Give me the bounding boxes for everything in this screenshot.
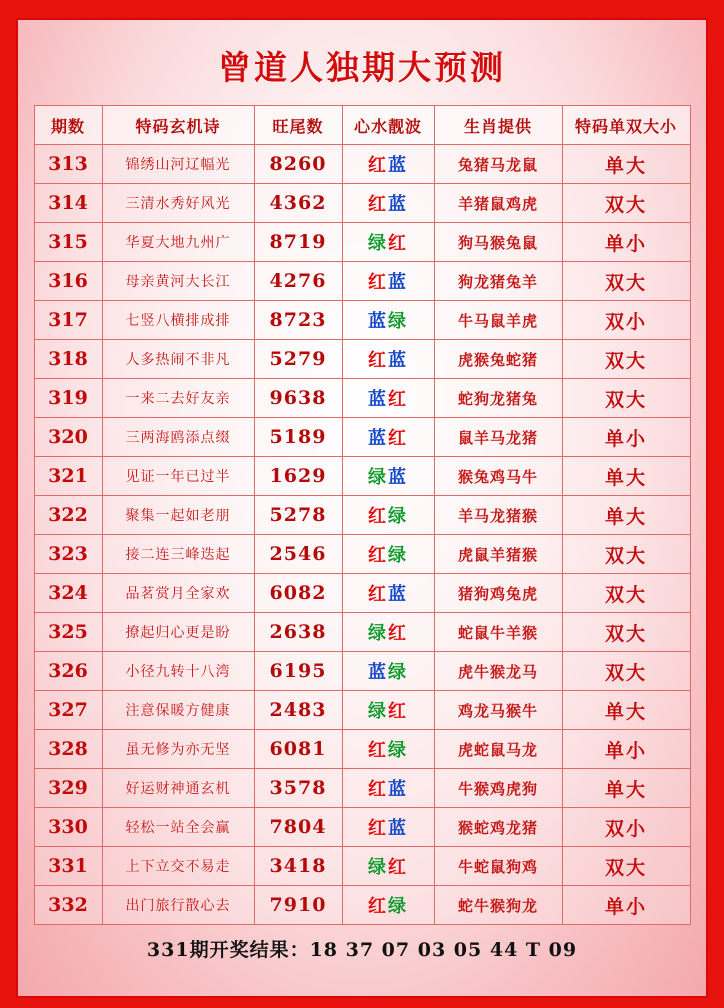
- table-row: [34, 808, 690, 847]
- cell-poem: 见证一年已过半: [102, 457, 254, 496]
- cell-size: 单小: [562, 418, 690, 457]
- wave-color-blue: 蓝: [388, 779, 408, 800]
- cell-period: 318: [34, 340, 102, 379]
- poster-inner: [16, 18, 708, 998]
- cell-size: 双大: [562, 613, 690, 652]
- cell-wave: [342, 847, 434, 886]
- cell-tail: 6082: [254, 574, 342, 613]
- cell-size: 双小: [562, 808, 690, 847]
- wave-color-green: 绿: [388, 896, 408, 917]
- cell-size: 双大: [562, 379, 690, 418]
- cell-period: 322: [34, 496, 102, 535]
- cell-zodiac: 虎蛇鼠马龙: [434, 730, 562, 769]
- wave-color-green: 绿: [368, 857, 388, 878]
- table-row: [34, 262, 690, 301]
- cell-wave: [342, 808, 434, 847]
- header-poem: 特码玄机诗: [102, 106, 254, 145]
- cell-tail: 9638: [254, 379, 342, 418]
- wave-color-red: 红: [388, 389, 408, 410]
- header-tail: 旺尾数: [254, 106, 342, 145]
- cell-size: 单大: [562, 145, 690, 184]
- wave-color-red: 红: [388, 428, 408, 449]
- cell-size: 单大: [562, 496, 690, 535]
- cell-zodiac: 牛猴鸡虎狗: [434, 769, 562, 808]
- cell-size: 双大: [562, 574, 690, 613]
- cell-wave: [342, 574, 434, 613]
- cell-poem: 虽无修为亦无坚: [102, 730, 254, 769]
- table-row: [34, 652, 690, 691]
- cell-poem: 出门旅行散心去: [102, 886, 254, 925]
- cell-tail: 5279: [254, 340, 342, 379]
- cell-period: 332: [34, 886, 102, 925]
- cell-wave: [342, 496, 434, 535]
- cell-tail: 2546: [254, 535, 342, 574]
- cell-zodiac: 牛马鼠羊虎: [434, 301, 562, 340]
- draw-result-footer: 331期开奖结果：18 37 07 03 05 44 T 09: [146, 939, 578, 961]
- wave-color-blue: 蓝: [388, 194, 408, 215]
- cell-size: 双小: [562, 301, 690, 340]
- cell-poem: 品茗赏月全家欢: [102, 574, 254, 613]
- cell-tail: 4276: [254, 262, 342, 301]
- cell-period: 326: [34, 652, 102, 691]
- table-body: [34, 145, 690, 925]
- wave-color-blue: 蓝: [388, 818, 408, 839]
- cell-size: 双大: [562, 652, 690, 691]
- cell-size: 单大: [562, 691, 690, 730]
- cell-wave: [342, 262, 434, 301]
- cell-period: 314: [34, 184, 102, 223]
- cell-period: 328: [34, 730, 102, 769]
- cell-tail: 6081: [254, 730, 342, 769]
- cell-wave: [342, 886, 434, 925]
- wave-color-green: 绿: [368, 701, 388, 722]
- wave-color-blue: 蓝: [368, 389, 388, 410]
- cell-tail: 2638: [254, 613, 342, 652]
- cell-wave: [342, 652, 434, 691]
- cell-poem: 华夏大地九州广: [102, 223, 254, 262]
- cell-tail: 7910: [254, 886, 342, 925]
- wave-color-red: 红: [388, 701, 408, 722]
- cell-zodiac: 蛇鼠牛羊猴: [434, 613, 562, 652]
- wave-color-red: 红: [368, 818, 388, 839]
- wave-color-red: 红: [368, 350, 388, 371]
- wave-color-red: 红: [388, 857, 408, 878]
- cell-poem: 一来二去好友亲: [102, 379, 254, 418]
- cell-tail: 4362: [254, 184, 342, 223]
- table-row: [34, 379, 690, 418]
- cell-period: 321: [34, 457, 102, 496]
- wave-color-green: 绿: [388, 506, 408, 527]
- wave-color-blue: 蓝: [388, 155, 408, 176]
- table-row: [34, 223, 690, 262]
- wave-color-green: 绿: [388, 311, 408, 332]
- cell-poem: 接二连三峰迭起: [102, 535, 254, 574]
- cell-poem: 人多热闹不非凡: [102, 340, 254, 379]
- table-row: [34, 145, 690, 184]
- cell-zodiac: 猴兔鸡马牛: [434, 457, 562, 496]
- cell-size: 单小: [562, 886, 690, 925]
- cell-size: 双大: [562, 847, 690, 886]
- wave-color-red: 红: [368, 896, 388, 917]
- cell-zodiac: 羊马龙猪猴: [434, 496, 562, 535]
- cell-period: 316: [34, 262, 102, 301]
- cell-tail: 8719: [254, 223, 342, 262]
- cell-size: 双大: [562, 262, 690, 301]
- cell-poem: 上下立交不易走: [102, 847, 254, 886]
- cell-zodiac: 蛇狗龙猪兔: [434, 379, 562, 418]
- cell-poem: 聚集一起如老朋: [102, 496, 254, 535]
- cell-poem: 好运财神通玄机: [102, 769, 254, 808]
- wave-color-blue: 蓝: [368, 311, 388, 332]
- cell-period: 323: [34, 535, 102, 574]
- cell-zodiac: 猴蛇鸡龙猪: [434, 808, 562, 847]
- cell-poem: 七竖八横排成排: [102, 301, 254, 340]
- table-row: [34, 418, 690, 457]
- cell-wave: [342, 730, 434, 769]
- cell-poem: 小径九转十八湾: [102, 652, 254, 691]
- cell-tail: 8723: [254, 301, 342, 340]
- cell-zodiac: 兔猪马龙鼠: [434, 145, 562, 184]
- page-title: 曾道人独期大预测: [218, 48, 506, 87]
- cell-zodiac: 牛蛇鼠狗鸡: [434, 847, 562, 886]
- wave-color-green: 绿: [368, 233, 388, 254]
- cell-size: 双大: [562, 535, 690, 574]
- wave-color-green: 绿: [368, 623, 388, 644]
- cell-size: 单小: [562, 730, 690, 769]
- cell-period: 320: [34, 418, 102, 457]
- cell-poem: 撩起归心更是盼: [102, 613, 254, 652]
- cell-zodiac: 狗龙猪兔羊: [434, 262, 562, 301]
- cell-period: 319: [34, 379, 102, 418]
- cell-wave: [342, 379, 434, 418]
- cell-size: 单小: [562, 223, 690, 262]
- wave-color-red: 红: [388, 233, 408, 254]
- cell-wave: [342, 535, 434, 574]
- table-row: [34, 613, 690, 652]
- cell-tail: 5189: [254, 418, 342, 457]
- table-row: [34, 691, 690, 730]
- table-row: [34, 301, 690, 340]
- wave-color-blue: 蓝: [388, 272, 408, 293]
- cell-tail: 3418: [254, 847, 342, 886]
- wave-color-red: 红: [368, 545, 388, 566]
- cell-tail: 3578: [254, 769, 342, 808]
- cell-poem: 三清水秀好风光: [102, 184, 254, 223]
- wave-color-blue: 蓝: [368, 662, 388, 683]
- cell-period: 331: [34, 847, 102, 886]
- wave-color-blue: 蓝: [368, 428, 388, 449]
- wave-color-blue: 蓝: [388, 584, 408, 605]
- header-period: 期数: [34, 106, 102, 145]
- cell-zodiac: 猪狗鸡兔虎: [434, 574, 562, 613]
- cell-period: 329: [34, 769, 102, 808]
- cell-period: 313: [34, 145, 102, 184]
- cell-wave: [342, 223, 434, 262]
- table-row: [34, 496, 690, 535]
- cell-size: 单大: [562, 769, 690, 808]
- table-row: [34, 340, 690, 379]
- cell-tail: 7804: [254, 808, 342, 847]
- wave-color-blue: 蓝: [388, 350, 408, 371]
- cell-period: 315: [34, 223, 102, 262]
- cell-period: 325: [34, 613, 102, 652]
- cell-wave: [342, 145, 434, 184]
- table-row: [34, 769, 690, 808]
- wave-color-red: 红: [368, 779, 388, 800]
- wave-color-red: 红: [368, 584, 388, 605]
- table-row: [34, 730, 690, 769]
- cell-tail: 8260: [254, 145, 342, 184]
- table-row: [34, 574, 690, 613]
- cell-poem: 轻松一站全会赢: [102, 808, 254, 847]
- cell-zodiac: 虎鼠羊猪猴: [434, 535, 562, 574]
- wave-color-green: 绿: [388, 740, 408, 761]
- cell-size: 双大: [562, 340, 690, 379]
- wave-color-red: 红: [368, 194, 388, 215]
- cell-wave: [342, 613, 434, 652]
- cell-zodiac: 虎猴兔蛇猪: [434, 340, 562, 379]
- cell-period: 330: [34, 808, 102, 847]
- header-size: 特码单双大小: [562, 106, 690, 145]
- cell-size: 双大: [562, 184, 690, 223]
- cell-poem: 注意保暖方健康: [102, 691, 254, 730]
- wave-color-red: 红: [388, 623, 408, 644]
- wave-color-red: 红: [368, 272, 388, 293]
- header-zodiac: 生肖提供: [434, 106, 562, 145]
- prediction-table: [34, 105, 691, 925]
- wave-color-red: 红: [368, 506, 388, 527]
- cell-tail: 6195: [254, 652, 342, 691]
- table-row: [34, 457, 690, 496]
- cell-tail: 2483: [254, 691, 342, 730]
- wave-color-green: 绿: [388, 545, 408, 566]
- cell-poem: 锦绣山河辽幅光: [102, 145, 254, 184]
- wave-color-green: 绿: [368, 467, 388, 488]
- table-header-row: [34, 106, 690, 145]
- cell-wave: [342, 769, 434, 808]
- cell-tail: 1629: [254, 457, 342, 496]
- cell-poem: 三两海鸥添点缀: [102, 418, 254, 457]
- cell-zodiac: 狗马猴兔鼠: [434, 223, 562, 262]
- cell-size: 单大: [562, 457, 690, 496]
- wave-color-blue: 蓝: [388, 467, 408, 488]
- cell-period: 327: [34, 691, 102, 730]
- cell-wave: [342, 457, 434, 496]
- cell-period: 324: [34, 574, 102, 613]
- wave-color-red: 红: [368, 740, 388, 761]
- cell-period: 317: [34, 301, 102, 340]
- cell-wave: [342, 184, 434, 223]
- cell-zodiac: 虎牛猴龙马: [434, 652, 562, 691]
- cell-zodiac: 鼠羊马龙猪: [434, 418, 562, 457]
- cell-wave: [342, 340, 434, 379]
- cell-zodiac: 鸡龙马猴牛: [434, 691, 562, 730]
- cell-wave: [342, 301, 434, 340]
- cell-wave: [342, 691, 434, 730]
- wave-color-red: 红: [368, 155, 388, 176]
- cell-zodiac: 羊猪鼠鸡虎: [434, 184, 562, 223]
- cell-wave: [342, 418, 434, 457]
- cell-tail: 5278: [254, 496, 342, 535]
- cell-zodiac: 蛇牛猴狗龙: [434, 886, 562, 925]
- header-wave: 心水靓波: [342, 106, 434, 145]
- wave-color-green: 绿: [388, 662, 408, 683]
- table-row: [34, 886, 690, 925]
- table-row: [34, 535, 690, 574]
- cell-poem: 母亲黄河大长江: [102, 262, 254, 301]
- table-row: [34, 184, 690, 223]
- table-row: [34, 847, 690, 886]
